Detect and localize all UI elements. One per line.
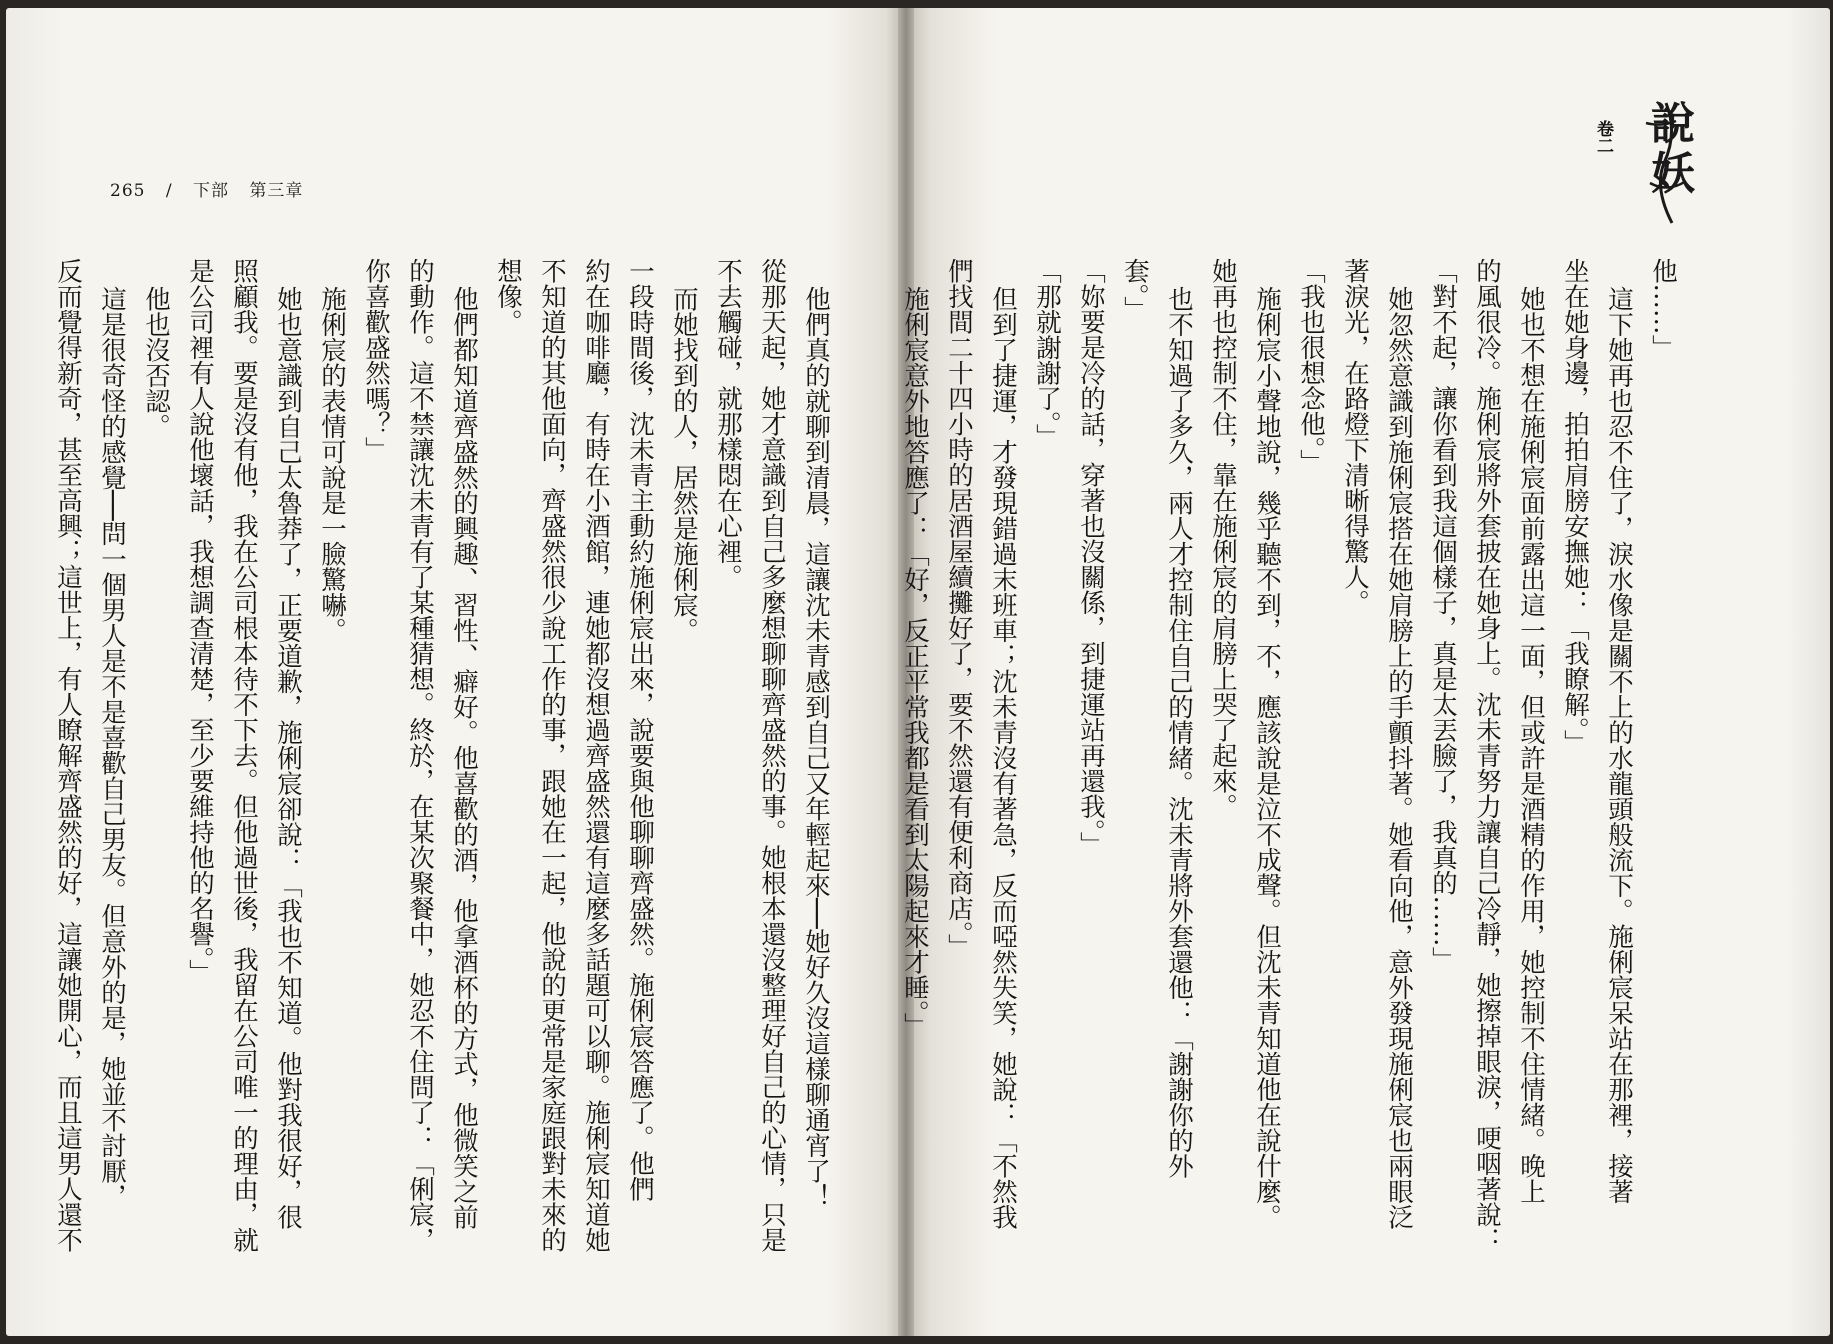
left-page [6, 8, 906, 1336]
right-page-body [900, 258, 1685, 1253]
text-column: 她再也控制不住，靠在施俐宸的肩膀上哭了起來。 [1208, 258, 1238, 819]
text-column: 「那就謝謝了。」 [1032, 258, 1062, 450]
running-head-chapter: 第三章 [249, 181, 304, 201]
text-column: 「妳要是冷的話，穿著也沒關係，到捷運站再還我。」 [1076, 258, 1106, 858]
text-column: 施俐宸意外地答應了：「好，反正平常我都是看到太陽起來才睡。」 [900, 286, 930, 1039]
text-column: 「對不起，讓你看到我這個樣子，真是太丟臉了，我真的……」 [1428, 258, 1458, 972]
text-column: 不去觸碰，就那樣悶在心裡。 [713, 258, 743, 590]
text-column: 施俐宸的表情可說是一臉驚嚇。 [317, 286, 347, 644]
page-number: 265 [110, 181, 146, 201]
text-column: 他也沒否認。 [141, 286, 171, 440]
text-column: 照顧我。要是沒有他，我在公司根本待不下去。但他過世後，我留在公司唯一的理由，就 [229, 258, 259, 1253]
running-head [110, 176, 317, 201]
text-column: 這是很奇怪的感覺──問一個男人是不是喜歡自己男友。但意外的是，她並不討厭， [97, 286, 127, 1210]
open-book [6, 8, 1830, 1336]
running-head-separator: / [165, 181, 173, 201]
text-column: 這下她再也忍不住了，淚水像是關不上的水龍頭般流下。施俐宸呆站在那裡，接著 [1604, 286, 1634, 1205]
text-column: 「我也很想念他。」 [1296, 258, 1326, 475]
text-column: 反而覺得新奇，甚至高興；這世上，有人瞭解齊盛然的好，這讓她開心，而且這男人還不 [53, 258, 83, 1253]
text-column: 但到了捷運，才發現錯過末班車；沈未青沒有著急，反而啞然失笑，她說：「不然我 [988, 286, 1018, 1230]
book-title: 說妖 [1643, 100, 1694, 200]
text-column: 一段時間後，沈未青主動約施俐宸出來，說要與他聊聊齊盛然。施俐宸答應了。他們 [625, 258, 655, 1202]
text-column: 也不知過了多久，兩人才控制住自己的情緒。沈未青將外套還他：「謝謝你的外 [1164, 286, 1194, 1179]
text-column: 她也不想在施俐宸面前露出這一面，但或許是酒精的作用，她控制不住情緒。晚上 [1516, 286, 1546, 1205]
text-column: 從那天起，她才意識到自己多麼想聊聊齊盛然的事。她根本還沒整理好自己的心情，只是 [757, 258, 787, 1253]
text-column: 的風很冷。施俐宸將外套披在她身上。沈未青努力讓自己冷靜，她擦掉眼淚，哽咽著說： [1472, 258, 1502, 1253]
text-column: 想像。 [493, 258, 523, 335]
text-column: 套。」 [1120, 258, 1150, 322]
text-column: 他們真的就聊到清晨，這讓沈未青感到自己又年輕起來──她好久沒這樣聊通宵了！ [801, 286, 831, 1210]
text-column: 施俐宸小聲地說，幾乎聽不到，不，應該說是泣不成聲。但沈未青知道他在說什麼。 [1252, 286, 1282, 1230]
volume-label: 卷二 [1593, 120, 1613, 154]
text-column: 的動作。這不禁讓沈未青有了某種猜想。終於，在某次聚餐中，她忍不住問了：「俐宸， [405, 258, 435, 1253]
text-column: 他……」 [1648, 258, 1678, 360]
text-column: 她忽然意識到施俐宸搭在她肩膀上的手顫抖著。她看向他，意外發現施俐宸也兩眼泛 [1384, 286, 1414, 1230]
running-head-part: 下部 [193, 181, 229, 201]
text-column: 你喜歡盛然嗎？」 [361, 258, 391, 462]
text-column: 而她找到的人，居然是施俐宸。 [669, 286, 699, 644]
text-column: 約在咖啡廳，有時在小酒館，連她都沒想過齊盛然還有這麼多話題可以聊。施俐宸知道她 [581, 258, 611, 1253]
text-column: 著淚光，在路燈下清晰得驚人。 [1340, 258, 1370, 615]
text-column: 他們都知道齊盛然的興趣、習性、癖好。他喜歡的酒，他拿酒杯的方式，他微笑之前 [449, 286, 479, 1230]
text-column: 們找間二十四小時的居酒屋續攤好了，要不然還有便利商店。」 [944, 258, 974, 960]
text-column: 是公司裡有人說他壞話，我想調查清楚，至少要維持他的名譽。」 [185, 258, 215, 985]
left-page-body [53, 258, 838, 1313]
text-column: 不知道的其他面向，齊盛然很少說工作的事，跟她在一起，他說的更常是家庭跟對未來的 [537, 258, 567, 1253]
text-column: 她也意識到自己太魯莽了，正要道歉，施俐宸卻說：「我也不知道。他對我很好，很 [273, 286, 303, 1230]
text-column: 坐在她身邊，拍拍肩膀安撫她：「我瞭解。」 [1560, 258, 1590, 756]
